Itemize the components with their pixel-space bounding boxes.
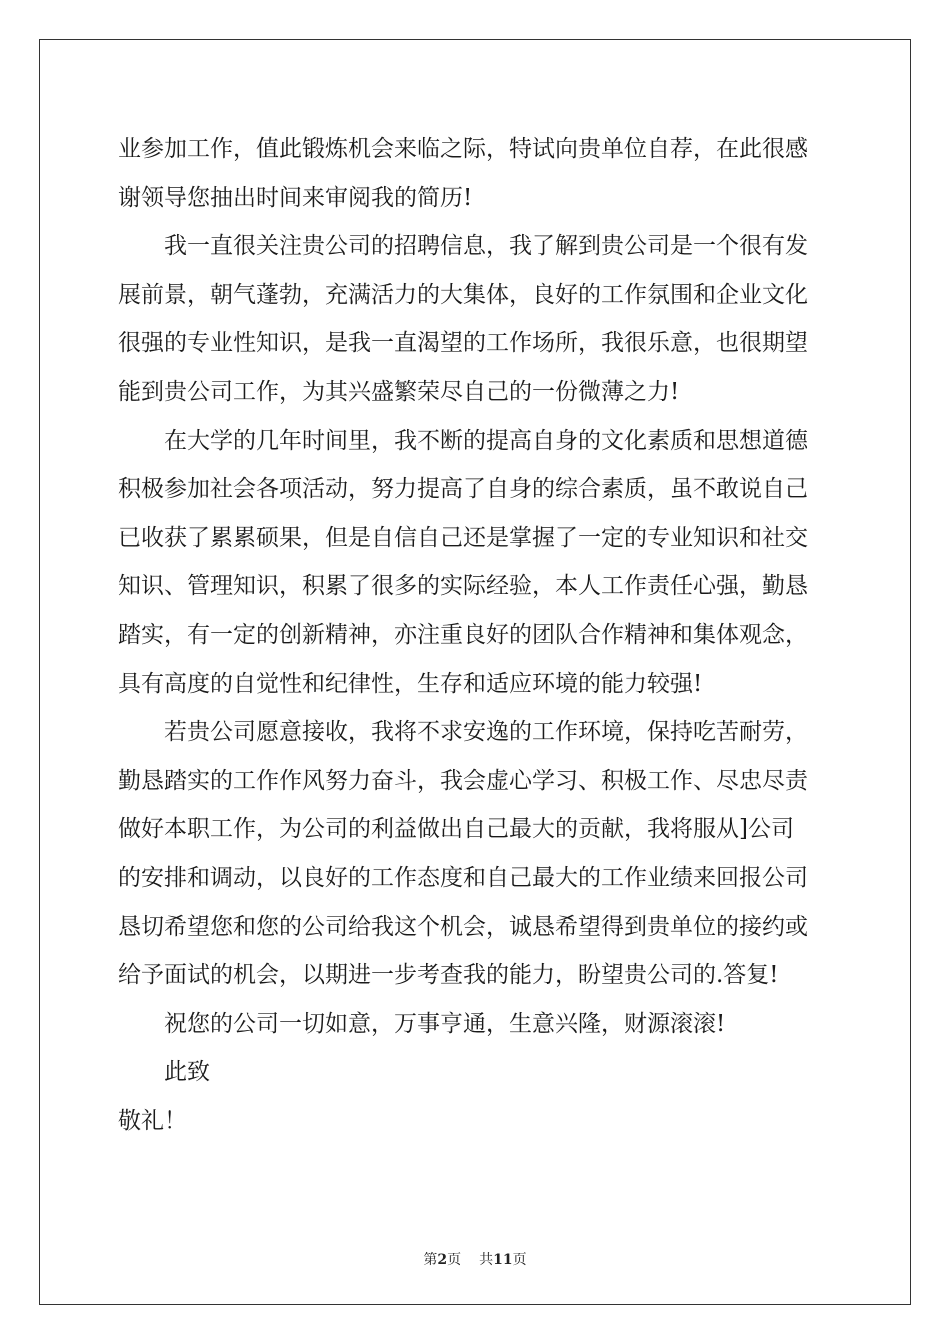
text-line: 谢领导您抽出时间来审阅我的简历!: [118, 184, 473, 211]
page-suffix: 页: [447, 1252, 462, 1268]
text-line: 积极参加社会各项活动，努力提高了自身的综合素质，虽不敢说自己: [118, 476, 808, 503]
salutation-line: 敬礼！: [118, 1107, 187, 1134]
paragraph-start-line: 我一直很关注贵公司的招聘信息，我了解到贵公司是一个很有发: [164, 233, 808, 260]
text-line: 的安排和调动，以良好的工作态度和自己最大的工作业绩来回报公司: [118, 864, 808, 891]
text-line: 具有高度的自觉性和纪律性，生存和适应环境的能力较强!: [118, 670, 703, 697]
text-line: 恳切希望您和您的公司给我这个机会，诚恳希望得到贵单位的接约或: [118, 913, 808, 940]
total-pages: 11: [493, 1252, 513, 1268]
salutation-line: 此致: [164, 1059, 210, 1086]
total-prefix: 共: [479, 1252, 494, 1268]
page-footer: [0, 1249, 950, 1269]
paragraph-start-line: 在大学的几年时间里，我不断的提高自身的文化素质和思想道德: [164, 427, 808, 454]
total-suffix: 页: [512, 1252, 527, 1268]
page-prefix: 第: [423, 1252, 438, 1268]
text-line: 业参加工作，值此锻炼机会来临之际，特试向贵单位自荐，在此很感: [118, 136, 808, 162]
text-line: 勤恳踏实的工作作风努力奋斗，我会虚心学习、积极工作、尽忠尽责: [118, 767, 808, 794]
text-line: 知识、管理知识，积累了很多的实际经验，本人工作责任心强，勤恳: [118, 573, 808, 600]
text-line: 做好本职工作，为公司的利益做出自己最大的贡献，我将服从]公司: [118, 816, 794, 843]
closing-wish-line: 祝您的公司一切如意，万事亨通，生意兴隆，财源滚滚!: [164, 1010, 726, 1037]
paragraph-start-line: 若贵公司愿意接收，我将不求安逸的工作环境，保持吃苦耐劳，: [164, 719, 808, 746]
text-line: 踏实，有一定的创新精神，亦注重良好的团队合作精神和集体观念，: [118, 621, 808, 648]
text-line: 给予面试的机会，以期进一步考查我的能力，盼望贵公司的.答复!: [118, 962, 779, 989]
page-number: 2: [437, 1252, 448, 1268]
letter-body: [118, 125, 838, 1145]
text-line: 很强的专业性知识，是我一直渴望的工作场所，我很乐意，也很期望: [118, 330, 808, 357]
text-line: 已收获了累累硕果，但是自信自己还是掌握了一定的专业知识和社交: [118, 524, 808, 551]
text-line: 能到贵公司工作，为其兴盛繁荣尽自己的一份微薄之力!: [118, 378, 680, 405]
text-line: 展前景，朝气蓬勃，充满活力的大集体，良好的工作氛围和企业文化: [118, 281, 808, 308]
